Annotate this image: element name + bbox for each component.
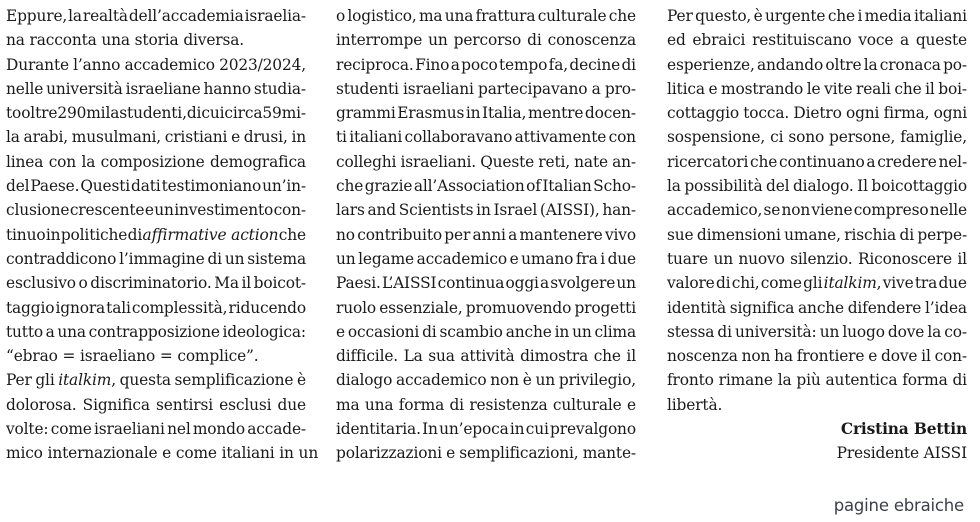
text-line: accademico, se non viene compreso nelle [667,201,967,220]
text-line: o logistico, ma una frattura culturale che [336,7,636,25]
text-line: ti italiani collaboravano attivamente con [336,128,636,147]
text-line: Durante l’anno accademico 2023/2024, [6,55,306,74]
text-line: interrompe un percorso di conoscenza [336,31,636,50]
text-line: polarizzazioni e semplificazioni, mante- [336,444,636,463]
text-line: clusione crescente e un investimento con- [6,201,306,220]
text-line: difficile. La sua attività dimostra che il [336,347,636,366]
text-line: mico internazionale e come italiani in un [6,444,319,463]
text-line: litica e mostrando le vite reali che il boi- [667,79,967,98]
article-column-2 [336,4,636,466]
text-line: na racconta una storia diversa. [6,31,245,50]
text-line: esclusivo o discriminatorio. Ma il boicot- [6,274,306,293]
text-line: tutto a una contrapposizione ideologica: [6,322,306,341]
text-line: del Paese. Questi dati testimoniano un’in- [6,177,306,196]
text-line: tinuo in politiche di affirmative action che [6,225,306,244]
text-line: che grazie all’Association of Italian Scho- [336,177,636,196]
publication-logo: pagine ebraiche [833,496,964,515]
text-line: e occasioni di scambio anche in un clima [336,322,636,341]
text-line: dolorosa. Significa sentirsi esclusi due [6,395,306,414]
text-line: ruolo essenziale, promuovendo progetti [336,298,636,317]
text-line: Eppure, la realtà dell’accademia israelia- [6,7,306,25]
text-line: esperienze, andando oltre la cronaca po- [667,55,967,74]
text-line: no contribuito per anni a mantenere vivo [336,225,636,244]
text-line: Per gli italkim, questa semplificazione è [6,371,306,390]
text-line: nelle università israeliane hanno studia- [6,79,306,98]
text-line: contraddicono l’immagine di un sistema [6,249,306,268]
text-line: studenti israeliani partecipavano a pro- [336,79,636,98]
article-column-3-text [667,4,967,417]
text-line: stessa di università: un luogo dove la co- [667,322,967,341]
text-line: fronto rimane la più autentica forma di [667,371,967,390]
text-line: identitaria. In un’epoca in cui prevalgono [336,420,636,439]
text-line: lars and Scientists in Israel (AISSI), han- [336,201,636,220]
article-column-3 [667,4,967,466]
text-line: to oltre 290mila studenti, di cui circa 59mi- [6,104,306,123]
text-line: identità significa anche difendere l’idea [667,298,967,317]
text-line: sospensione, ci sono persone, famiglie, [667,128,967,147]
text-line: ricercatori che continuano a credere nel- [667,152,967,171]
text-line: Paesi. L’AISSI continua oggi a svolgere un [336,274,636,293]
text-line: dialogo accademico non è un privilegio, [336,371,636,390]
text-line: tuare un nuovo silenzio. Riconoscere il [667,249,967,268]
text-line: cottaggio tocca. Dietro ogni firma, ogni [667,104,967,123]
signature-name: Cristina Bettin [840,420,967,439]
text-line: libertà. [667,395,723,414]
text-line: taggio ignora tali complessità, riducendo [6,298,306,317]
text-line: ma una forma di resistenza culturale e [336,395,636,414]
text-line: reciproca. Fino a poco tempo fa, decine di [336,55,636,74]
text-line: sue dimensioni umane, rischia di perpe- [667,225,967,244]
text-line: Per questo, è urgente che i media italiani [667,7,967,25]
text-line: ed ebraici restituiscano voce a queste [667,31,967,50]
text-line: volte: come israeliani nel mondo accade- [6,420,306,439]
text-line: valore di chi, come gli italkim, vive tra due [667,274,967,293]
text-line: la possibilità del dialogo. Il boicottaggio [667,177,967,196]
text-line: “ebrao = israeliano = complice”. [6,347,259,366]
text-line: noscenza non ha frontiere e dove il con- [667,347,967,366]
article-column-1 [6,4,319,466]
signature-role: Presidente AISSI [836,444,967,463]
text-line: colleghi israeliani. Queste reti, nate an- [336,152,636,171]
text-line: la arabi, musulmani, cristiani e drusi, in [6,128,306,147]
text-line: grammi Erasmus in Italia, mentre docen- [336,104,636,123]
text-line: linea con la composizione demografica [6,152,306,171]
text-line: un legame accademico e umano fra i due [336,249,636,268]
